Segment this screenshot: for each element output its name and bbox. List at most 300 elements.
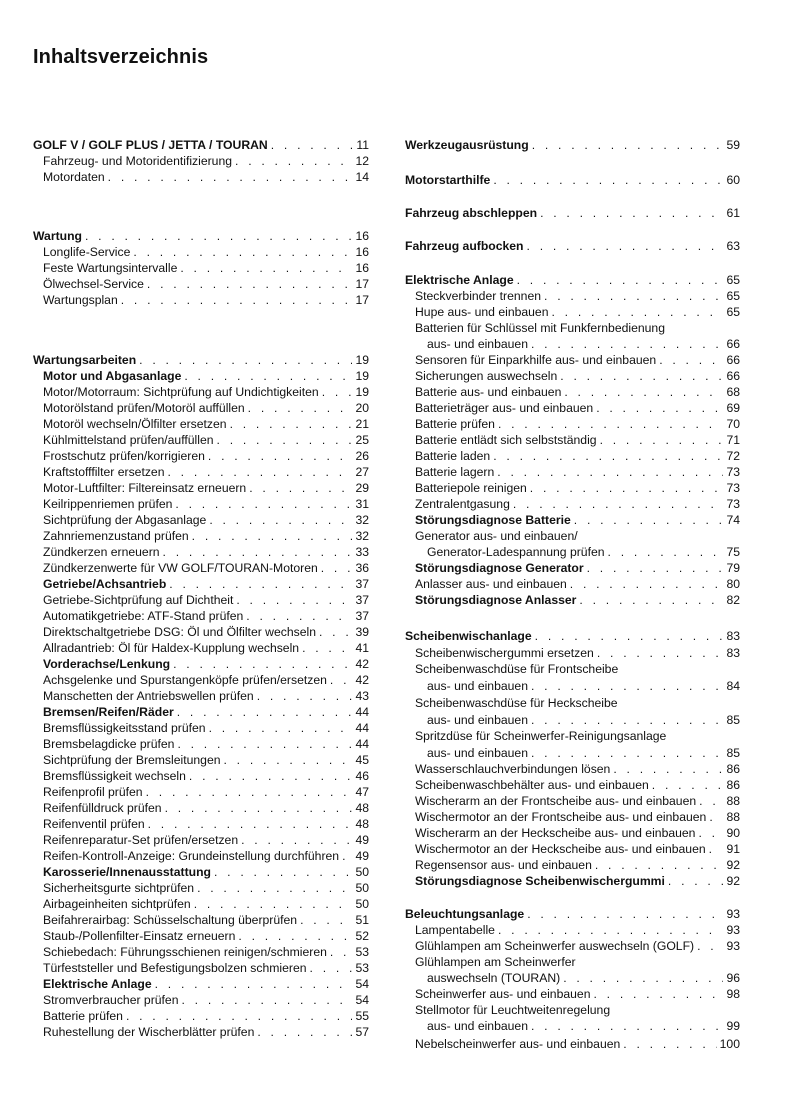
toc-entry-title: Bremsflüssigkeit wechseln xyxy=(43,769,186,783)
toc-entry-title: Wartungsplan xyxy=(43,293,118,307)
toc-page-number: 36 xyxy=(355,561,369,575)
toc-entry[interactable] xyxy=(43,480,369,496)
toc-entry-title: Glühlampen am Scheinwerfer auswechseln (GOLF) xyxy=(415,939,695,953)
dot-leader xyxy=(165,800,352,816)
toc-entry[interactable] xyxy=(43,640,369,656)
toc-page-number: 75 xyxy=(726,545,740,559)
toc-section-entry[interactable] xyxy=(405,272,740,288)
toc-entry-title: Automatikgetriebe: ATF-Stand prüfen xyxy=(43,609,244,623)
toc-page-number: 60 xyxy=(726,173,740,187)
toc-entry-title: Batteriepole reinigen xyxy=(415,481,527,495)
toc-entry[interactable] xyxy=(427,745,740,761)
toc-entry[interactable] xyxy=(415,809,740,825)
dot-leader xyxy=(330,672,352,688)
toc-entry[interactable] xyxy=(43,260,369,276)
dot-leader xyxy=(570,576,723,592)
toc-entry-title: Elektrische Anlage xyxy=(405,273,514,287)
dot-leader xyxy=(163,544,352,560)
toc-page-number: 91 xyxy=(726,842,740,856)
toc-entry-title: Sichtprüfung der Bremsleitungen xyxy=(43,753,221,767)
toc-entry[interactable] xyxy=(415,320,740,336)
toc-section-entry[interactable] xyxy=(33,137,369,153)
toc-entry[interactable] xyxy=(43,944,369,960)
toc-entry-title: Wasserschlauchverbindungen lösen xyxy=(415,762,611,776)
dot-leader xyxy=(230,416,352,432)
dot-leader xyxy=(595,857,723,873)
toc-entry[interactable] xyxy=(43,244,369,260)
toc-entry[interactable] xyxy=(415,777,740,793)
toc-entry[interactable] xyxy=(43,592,369,608)
toc-entry[interactable] xyxy=(43,752,369,768)
toc-entry-title: Getriebe-Sichtprüfung auf Dichtheit xyxy=(43,593,234,607)
toc-entry[interactable] xyxy=(43,576,369,592)
dot-leader xyxy=(530,480,723,496)
toc-entry[interactable] xyxy=(415,728,740,744)
toc-entry-title: Batterie prüfen xyxy=(415,417,495,431)
toc-page-number: 79 xyxy=(726,561,740,575)
toc-entry-title: Zündkerzenwerte für VW GOLF/TOURAN-Motoren xyxy=(43,561,318,575)
toc-entry-title: Allradantrieb: Öl für Haldex-Kupplung wechseln xyxy=(43,641,300,655)
toc-entry[interactable] xyxy=(43,720,369,736)
toc-entry-title: Reifenfülldruck prüfen xyxy=(43,801,162,815)
toc-entry-title: aus- und einbauen xyxy=(427,713,528,727)
toc-entry-title: Türfeststeller und Befestigungsbolzen schmieren xyxy=(43,961,307,975)
toc-page-number: 84 xyxy=(726,679,740,693)
toc-entry-title: Ruhestellung der Wischerblätter prüfen xyxy=(43,1025,255,1039)
toc-entry[interactable] xyxy=(415,512,740,528)
toc-page-number: 85 xyxy=(726,713,740,727)
toc-page-number: 74 xyxy=(726,513,740,527)
toc-page-number: 48 xyxy=(355,817,369,831)
toc-entry-title: Störungsdiagnose Batterie xyxy=(415,513,571,527)
toc-entry[interactable] xyxy=(415,576,740,592)
toc-page-number: 37 xyxy=(355,577,369,591)
toc-entry[interactable] xyxy=(415,954,740,970)
toc-entry[interactable] xyxy=(427,712,740,728)
toc-entry[interactable] xyxy=(43,992,369,1008)
dot-leader xyxy=(147,276,352,292)
toc-entry-title: Ölwechsel-Service xyxy=(43,277,144,291)
dot-leader xyxy=(146,784,352,800)
toc-page-number: 86 xyxy=(726,778,740,792)
toc-entry[interactable] xyxy=(415,645,740,661)
toc-entry[interactable] xyxy=(415,1036,740,1052)
toc-section-entry[interactable] xyxy=(405,137,740,153)
toc-entry-title: Schiebedach: Führungsschienen reinigen/schmieren xyxy=(43,945,327,959)
toc-entry-title: Motordaten xyxy=(43,170,105,184)
toc-entry-title: Wartungsarbeiten xyxy=(33,353,137,367)
toc-section-entry[interactable] xyxy=(33,228,369,244)
toc-entry[interactable] xyxy=(43,976,369,992)
toc-entry-title: Batterie entlädt sich selbstständig xyxy=(415,433,597,447)
toc-page-number: 68 xyxy=(726,385,740,399)
toc-entry-title: aus- und einbauen xyxy=(427,746,528,760)
dot-leader xyxy=(600,432,723,448)
toc-page-number: 32 xyxy=(355,513,369,527)
dot-leader xyxy=(310,960,352,976)
toc-page-number: 92 xyxy=(726,874,740,888)
dot-leader xyxy=(532,137,723,153)
toc-entry-title: Stellmotor für Leuchtweitenregelung xyxy=(415,1003,611,1017)
toc-entry[interactable] xyxy=(43,528,369,544)
toc-entry[interactable] xyxy=(43,896,369,912)
toc-entry-title: Batterie prüfen xyxy=(43,1009,123,1023)
toc-entry[interactable] xyxy=(43,448,369,464)
toc-entry[interactable] xyxy=(43,672,369,688)
dot-leader xyxy=(217,432,352,448)
toc-entry-title: Sensoren für Einparkhilfe aus- und einbauen xyxy=(415,353,657,367)
toc-entry-title: Sicherungen auswechseln xyxy=(415,369,558,383)
toc-entry[interactable] xyxy=(415,825,740,841)
toc-entry[interactable] xyxy=(43,544,369,560)
toc-entry[interactable] xyxy=(427,1018,740,1034)
dot-leader xyxy=(544,288,723,304)
dot-leader xyxy=(330,944,352,960)
toc-page-number: 31 xyxy=(355,497,369,511)
toc-section-entry[interactable] xyxy=(405,205,740,221)
dot-leader xyxy=(236,592,352,608)
dot-leader xyxy=(169,576,352,592)
dot-leader xyxy=(493,172,723,188)
toc-entry[interactable] xyxy=(415,432,740,448)
toc-page-number: 92 xyxy=(726,858,740,872)
toc-entry[interactable] xyxy=(415,304,740,320)
toc-entry-title: Achsgelenke und Spurstangenköpfe prüfen/ersetzen xyxy=(43,673,327,687)
toc-entry-title: Kraftstofffilter ersetzen xyxy=(43,465,165,479)
dot-leader xyxy=(246,608,352,624)
toc-entry[interactable] xyxy=(427,544,740,560)
toc-entry-title: Airbageinheiten sichtprüfen xyxy=(43,897,191,911)
toc-entry[interactable] xyxy=(43,153,369,169)
toc-entry-title: Reifenventil prüfen xyxy=(43,817,145,831)
toc-page-number: 66 xyxy=(726,353,740,367)
toc-entry[interactable] xyxy=(43,848,369,864)
toc-entry-title: Wischerarm an der Frontscheibe aus- und einbauen xyxy=(415,794,697,808)
toc-entry[interactable] xyxy=(43,784,369,800)
toc-entry-title: Sicherheitsgurte sichtprüfen xyxy=(43,881,195,895)
dot-leader xyxy=(513,496,723,512)
toc-page-number: 72 xyxy=(726,449,740,463)
toc-entry[interactable] xyxy=(415,761,740,777)
toc-entry[interactable] xyxy=(43,496,369,512)
toc-entry-title: Batterien für Schlüssel mit Funkfernbedienung xyxy=(415,321,665,335)
toc-page-number: 33 xyxy=(355,545,369,559)
toc-section-entry[interactable] xyxy=(405,628,740,644)
dot-leader xyxy=(652,777,723,793)
toc-page-number: 25 xyxy=(355,433,369,447)
toc-entry[interactable] xyxy=(415,560,740,576)
dot-leader xyxy=(596,400,723,416)
dot-leader xyxy=(126,1008,352,1024)
toc-entry[interactable] xyxy=(415,464,740,480)
dot-leader xyxy=(271,137,352,153)
toc-entry-title: Motor-Luftfilter: Filtereinsatz erneuern xyxy=(43,481,247,495)
toc-entry-title: Motorstarthilfe xyxy=(405,173,491,187)
toc-entry[interactable] xyxy=(415,496,740,512)
toc-entry-title: Bremsflüssigkeitsstand prüfen xyxy=(43,721,206,735)
toc-entry[interactable] xyxy=(43,560,369,576)
dot-leader xyxy=(209,512,352,528)
toc-entry-title: Getriebe/Achsantrieb xyxy=(43,577,167,591)
toc-entry[interactable] xyxy=(415,400,740,416)
toc-entry-title: Zentralentgasung xyxy=(415,497,510,511)
toc-entry[interactable] xyxy=(43,800,369,816)
dot-leader xyxy=(235,153,352,169)
toc-page-number: 46 xyxy=(355,769,369,783)
toc-entry-title: Scheibenwaschdüse für Frontscheibe xyxy=(415,662,619,676)
toc-entry-title: Elektrische Anlage xyxy=(43,977,152,991)
toc-entry[interactable] xyxy=(43,1024,369,1040)
toc-page-number: 44 xyxy=(355,721,369,735)
dot-leader xyxy=(148,816,352,832)
toc-entry[interactable] xyxy=(415,857,740,873)
toc-entry[interactable] xyxy=(43,928,369,944)
toc-entry[interactable] xyxy=(415,352,740,368)
dot-leader xyxy=(531,336,723,352)
toc-entry[interactable] xyxy=(415,448,740,464)
toc-page-number: 17 xyxy=(355,293,369,307)
toc-entry[interactable] xyxy=(43,816,369,832)
dot-leader xyxy=(241,832,352,848)
toc-entry[interactable] xyxy=(43,1008,369,1024)
toc-entry[interactable] xyxy=(43,880,369,896)
dot-leader xyxy=(709,809,723,825)
dot-leader xyxy=(184,368,352,384)
toc-entry[interactable] xyxy=(415,528,740,544)
dot-leader xyxy=(531,678,723,694)
toc-section-entry[interactable] xyxy=(405,906,740,922)
toc-section-entry[interactable] xyxy=(405,238,740,254)
dot-leader xyxy=(574,512,723,528)
toc-page-number: 43 xyxy=(355,689,369,703)
dot-leader xyxy=(321,560,352,576)
toc-entry[interactable] xyxy=(43,960,369,976)
toc-entry[interactable] xyxy=(415,416,740,432)
toc-entry[interactable] xyxy=(415,922,740,938)
toc-entry[interactable] xyxy=(43,704,369,720)
toc-entry[interactable] xyxy=(415,938,740,954)
toc-page-number: 47 xyxy=(355,785,369,799)
dot-leader xyxy=(121,292,352,308)
toc-entry-title: Glühlampen am Scheinwerfer xyxy=(415,955,576,969)
dot-leader xyxy=(613,761,723,777)
toc-page-number: 83 xyxy=(726,629,740,643)
toc-entry[interactable] xyxy=(43,432,369,448)
toc-entry[interactable] xyxy=(415,480,740,496)
toc-entry-title: Sichtprüfung der Abgasanlage xyxy=(43,513,207,527)
toc-page-number: 20 xyxy=(355,401,369,415)
toc-entry-title: Motor und Abgasanlage xyxy=(43,369,182,383)
dot-leader xyxy=(527,906,723,922)
toc-entry[interactable] xyxy=(43,400,369,416)
dot-leader xyxy=(257,1024,352,1040)
toc-entry-title: Reifenreparatur-Set prüfen/ersetzen xyxy=(43,833,239,847)
dot-leader xyxy=(531,712,723,728)
toc-page-number: 80 xyxy=(726,577,740,591)
dot-leader xyxy=(531,1018,723,1034)
dot-leader xyxy=(209,720,352,736)
dot-leader xyxy=(248,400,352,416)
toc-page-number: 44 xyxy=(355,705,369,719)
toc-page-number: 61 xyxy=(726,206,740,220)
dot-leader xyxy=(498,416,723,432)
toc-entry-title: Nebelscheinwerfer aus- und einbauen xyxy=(415,1037,621,1051)
toc-entry-title: Bremsen/Reifen/Räder xyxy=(43,705,174,719)
toc-page-number: 82 xyxy=(726,593,740,607)
toc-entry-title: Steckverbinder trennen xyxy=(415,289,542,303)
toc-page-number: 50 xyxy=(355,897,369,911)
toc-entry[interactable] xyxy=(427,336,740,352)
toc-page-number: 16 xyxy=(355,261,369,275)
toc-entry-title: Wischermotor an der Heckscheibe aus- und einbauen xyxy=(415,842,706,856)
toc-entry[interactable] xyxy=(415,841,740,857)
dot-leader xyxy=(238,928,352,944)
toc-entry[interactable] xyxy=(43,656,369,672)
toc-page-number: 44 xyxy=(355,737,369,751)
toc-entry[interactable] xyxy=(43,688,369,704)
toc-entry[interactable] xyxy=(43,464,369,480)
toc-page-number: 86 xyxy=(726,762,740,776)
dot-leader xyxy=(531,745,723,761)
toc-entry-title: Batterie aus- und einbauen xyxy=(415,385,562,399)
toc-entry-title: Frostschutz prüfen/korrigieren xyxy=(43,449,205,463)
toc-entry[interactable] xyxy=(43,768,369,784)
dot-leader xyxy=(709,841,723,857)
toc-page-number: 12 xyxy=(355,154,369,168)
toc-entry-title: Staub-/Pollenfilter-Einsatz erneuern xyxy=(43,929,236,943)
toc-entry-title: Batterie laden xyxy=(415,449,491,463)
toc-page-number: 16 xyxy=(355,229,369,243)
toc-entry[interactable] xyxy=(415,1002,740,1018)
toc-page-number: 37 xyxy=(355,593,369,607)
toc-entry[interactable] xyxy=(43,276,369,292)
toc-entry-title: Fahrzeug abschleppen xyxy=(405,206,538,220)
toc-page-number: 52 xyxy=(355,929,369,943)
toc-page-number: 19 xyxy=(355,353,369,367)
toc-page-number: 71 xyxy=(726,433,740,447)
toc-page-number: 42 xyxy=(355,657,369,671)
toc-entry[interactable] xyxy=(415,384,740,400)
toc-entry[interactable] xyxy=(415,661,740,677)
toc-page-number: 29 xyxy=(355,481,369,495)
toc-entry-title: Spritzdüse für Scheinwerfer-Reinigungsanlage xyxy=(415,729,667,743)
dot-leader xyxy=(155,976,352,992)
toc-entry[interactable] xyxy=(415,873,740,889)
toc-page-number: 19 xyxy=(355,369,369,383)
toc-entry[interactable] xyxy=(43,368,369,384)
toc-entry[interactable] xyxy=(415,592,740,608)
toc-page-number: 54 xyxy=(355,977,369,991)
dot-leader xyxy=(133,244,352,260)
toc-entry[interactable] xyxy=(43,912,369,928)
toc-entry-title: Störungsdiagnose Scheibenwischergummi xyxy=(415,874,665,888)
dot-leader xyxy=(608,544,723,560)
toc-page-number: 85 xyxy=(726,746,740,760)
toc-page-number: 50 xyxy=(355,865,369,879)
dot-leader xyxy=(497,464,723,480)
toc-entry-title: Wischermotor an der Frontscheibe aus- und einbauen xyxy=(415,810,707,824)
toc-entry[interactable] xyxy=(43,384,369,400)
toc-page-number: 26 xyxy=(355,449,369,463)
toc-entry-title: Fahrzeug aufbocken xyxy=(405,239,524,253)
toc-entry[interactable] xyxy=(43,169,369,185)
toc-entry[interactable] xyxy=(415,288,740,304)
dot-leader xyxy=(300,912,352,928)
toc-entry[interactable] xyxy=(427,970,740,986)
toc-page-number: 45 xyxy=(355,753,369,767)
toc-section-entry[interactable] xyxy=(33,352,369,368)
toc-entry-title: Regensensor aus- und einbauen xyxy=(415,858,592,872)
toc-entry[interactable] xyxy=(415,793,740,809)
dot-leader xyxy=(167,464,352,480)
toc-page-number: 98 xyxy=(726,987,740,1001)
page-title: Inhaltsverzeichnis xyxy=(33,46,209,68)
toc-page-number: 17 xyxy=(355,277,369,291)
toc-entry[interactable] xyxy=(415,986,740,1002)
dot-leader xyxy=(552,304,724,320)
dot-leader xyxy=(173,656,352,672)
toc-page-number: 19 xyxy=(355,385,369,399)
dot-leader xyxy=(579,592,723,608)
toc-entry-title: Fahrzeug- und Motoridentifizierung xyxy=(43,154,233,168)
dot-leader xyxy=(180,260,352,276)
toc-entry-title: aus- und einbauen xyxy=(427,337,528,351)
toc-section-entry[interactable] xyxy=(405,172,740,188)
dot-leader xyxy=(319,624,352,640)
toc-entry[interactable] xyxy=(415,368,740,384)
dot-leader xyxy=(249,480,352,496)
toc-entry[interactable] xyxy=(427,678,740,694)
toc-entry-title: auswechseln (TOURAN) xyxy=(427,971,561,985)
toc-entry[interactable] xyxy=(43,832,369,848)
toc-entry-title: Karosserie/Innenausstattung xyxy=(43,865,211,879)
toc-entry[interactable] xyxy=(43,864,369,880)
dot-leader xyxy=(108,169,352,185)
toc-entry[interactable] xyxy=(43,736,369,752)
toc-entry-title: Scheibenwaschbehälter aus- und einbauen xyxy=(415,778,649,792)
toc-entry[interactable] xyxy=(43,416,369,432)
toc-entry-title: Motor/Motorraum: Sichtprüfung auf Undichtigkeiten xyxy=(43,385,319,399)
toc-entry-title: Bremsbelagdicke prüfen xyxy=(43,737,175,751)
toc-entry-title: Hupe aus- und einbauen xyxy=(415,305,549,319)
toc-entry-title: Zündkerzen erneuern xyxy=(43,545,160,559)
toc-entry[interactable] xyxy=(43,512,369,528)
toc-page-number: 49 xyxy=(355,849,369,863)
toc-entry[interactable] xyxy=(415,695,740,711)
toc-entry-title: Störungsdiagnose Generator xyxy=(415,561,584,575)
toc-page-number: 93 xyxy=(726,907,740,921)
toc-entry-title: Direktschaltgetriebe DSG: Öl und Ölfilter wechseln xyxy=(43,625,316,639)
toc-entry[interactable] xyxy=(43,624,369,640)
toc-entry-title: GOLF V / GOLF PLUS / JETTA / TOURAN xyxy=(33,138,268,152)
toc-entry-title: Manschetten der Antriebswellen prüfen xyxy=(43,689,254,703)
dot-leader xyxy=(493,448,723,464)
dot-leader xyxy=(698,825,723,841)
toc-entry-title: Scheibenwaschdüse für Heckscheibe xyxy=(415,696,618,710)
toc-entry[interactable] xyxy=(43,292,369,308)
toc-entry[interactable] xyxy=(43,608,369,624)
toc-page-number: 55 xyxy=(355,1009,369,1023)
toc-page-number: 48 xyxy=(355,801,369,815)
dot-leader xyxy=(560,368,723,384)
toc-entry-title: Anlasser aus- und einbauen xyxy=(415,577,567,591)
toc-entry-title: Scheibenwischergummi ersetzen xyxy=(415,646,594,660)
toc-entry-title: Generator-Ladespannung prüfen xyxy=(427,545,605,559)
dot-leader xyxy=(192,528,352,544)
toc-entry-title: Feste Wartungsintervalle xyxy=(43,261,178,275)
dot-leader xyxy=(257,688,352,704)
dot-leader xyxy=(175,496,352,512)
